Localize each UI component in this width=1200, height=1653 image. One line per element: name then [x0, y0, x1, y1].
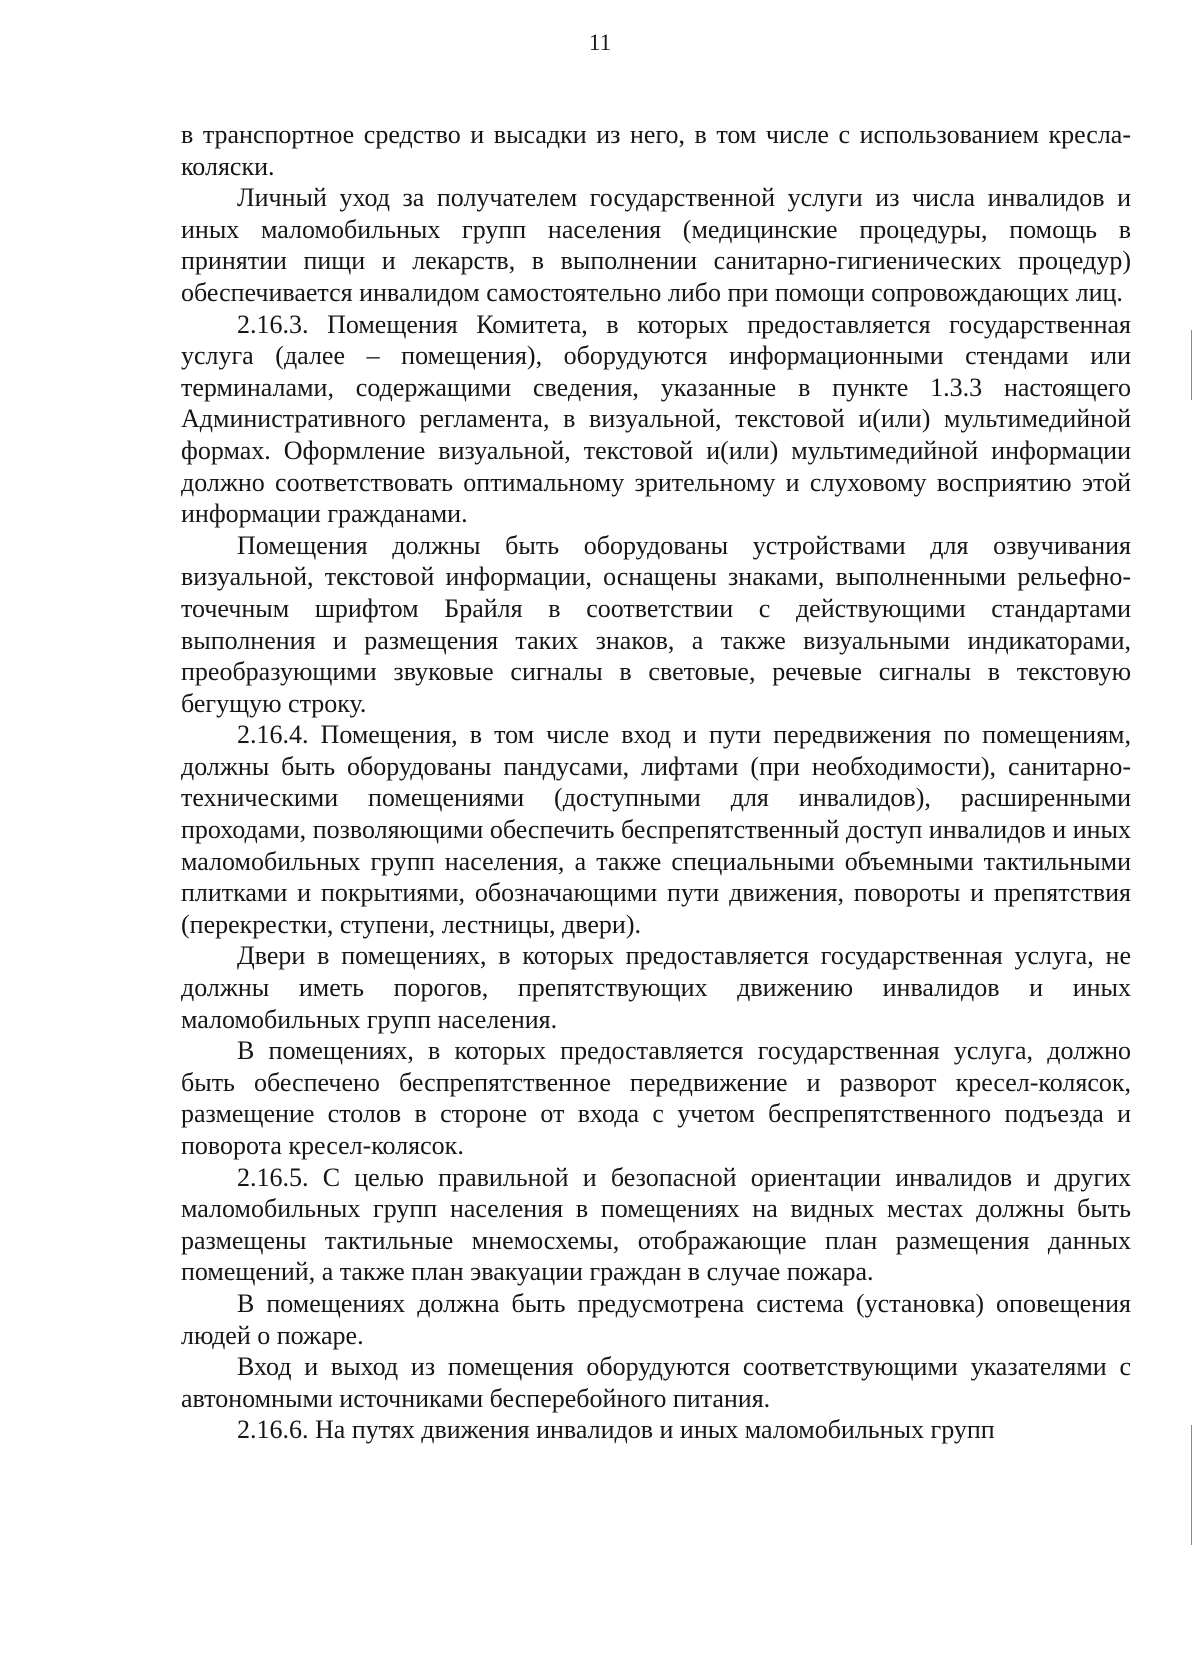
- paragraph-doors: Двери в помещениях, в которых предоставляется государственная услуга, не должны иметь порогов, препятствующих движению инвалидов и иных маломобильных групп населения.: [181, 941, 1131, 1034]
- document-body: [181, 119, 1131, 1446]
- paragraph-sound-devices: Помещения должны быть оборудованы устройствами для озвучивания визуальной, текстовой информации, оснащены знаками, выполненными рельефно-точечным шрифтом Брайля в соответствии с действующими стандартами выполнения и размещения таких знаков, а также визуальными индикаторами, преобразующими звуковые сигналы в световые, речевые сигналы в текстовую бегущую строку.: [181, 530, 1131, 718]
- paragraph-2-16-3: 2.16.3. Помещения Комитета, в которых предоставляется государственная услуга (далее – помещения), оборудуются информационными стендами или терминалами, содержащими сведения, указанные в пункте 1.3.3 настоящего Административного регламента, в визуальной, текстовой и(или) мультимедийной формах. Оформление визуальной, текстовой и(или) мультимедийной информации должно соответствовать оптимальному зрительному и слуховому восприятию этой информации гражданами.: [181, 309, 1131, 529]
- paragraph-continuation: в транспортное средство и высадки из него, в том числе с использованием кресла-коляски.: [181, 120, 1131, 181]
- scan-edge-mark: [1191, 330, 1192, 400]
- paragraph-wheelchair-movement: В помещениях, в которых предоставляется государственная услуга, должно быть обеспечено беспрепятственное передвижение и разворот кресел-колясок, размещение столов в стороне от входа с учетом беспрепятственного подъезда и поворота кресел-колясок.: [181, 1036, 1131, 1160]
- paragraph-exit-signs: Вход и выход из помещения оборудуются соответствующими указателями с автономными источниками бесперебойного питания.: [181, 1352, 1131, 1413]
- paragraph-2-16-5: 2.16.5. С целью правильной и безопасной ориентации инвалидов и других маломобильных групп населения в помещениях на видных местах должны быть размещены тактильные мнемосхемы, отображающие план размещения данных помещений, а также план эвакуации граждан в случае пожара.: [181, 1162, 1131, 1287]
- page-number: 11: [588, 30, 612, 55]
- paragraph-2-16-6: 2.16.6. На путях движения инвалидов и иных маломобильных групп: [237, 1415, 995, 1445]
- scan-edge-mark: [1191, 1425, 1192, 1545]
- paragraph-fire-alarm: В помещениях должна быть предусмотрена система (установка) оповещения людей о пожаре.: [181, 1288, 1131, 1350]
- paragraph-2-16-4: 2.16.4. Помещения, в том числе вход и пути передвижения по помещениям, должны быть оборудованы пандусами, лифтами (при необходимости), санитарно-техническими помещениями (доступными для инвалидов), расширенными проходами, позволяющими обеспечить беспрепятственный доступ инвалидов и иных маломобильных групп населения, а также специальными объемными тактильными плитками и покрытиями, обозначающими пути движения, повороты и препятствия (перекрестки, ступени, лестницы, двери).: [181, 720, 1131, 939]
- paragraph-personal-care: Личный уход за получателем государственной услуги из числа инвалидов и иных маломобильных групп населения (медицинские процедуры, помощь в принятии пищи и лекарств, в выполнении санитарно-гигиенических процедур) обеспечивается инвалидом самостоятельно либо при помощи сопровождающих лиц.: [181, 183, 1131, 307]
